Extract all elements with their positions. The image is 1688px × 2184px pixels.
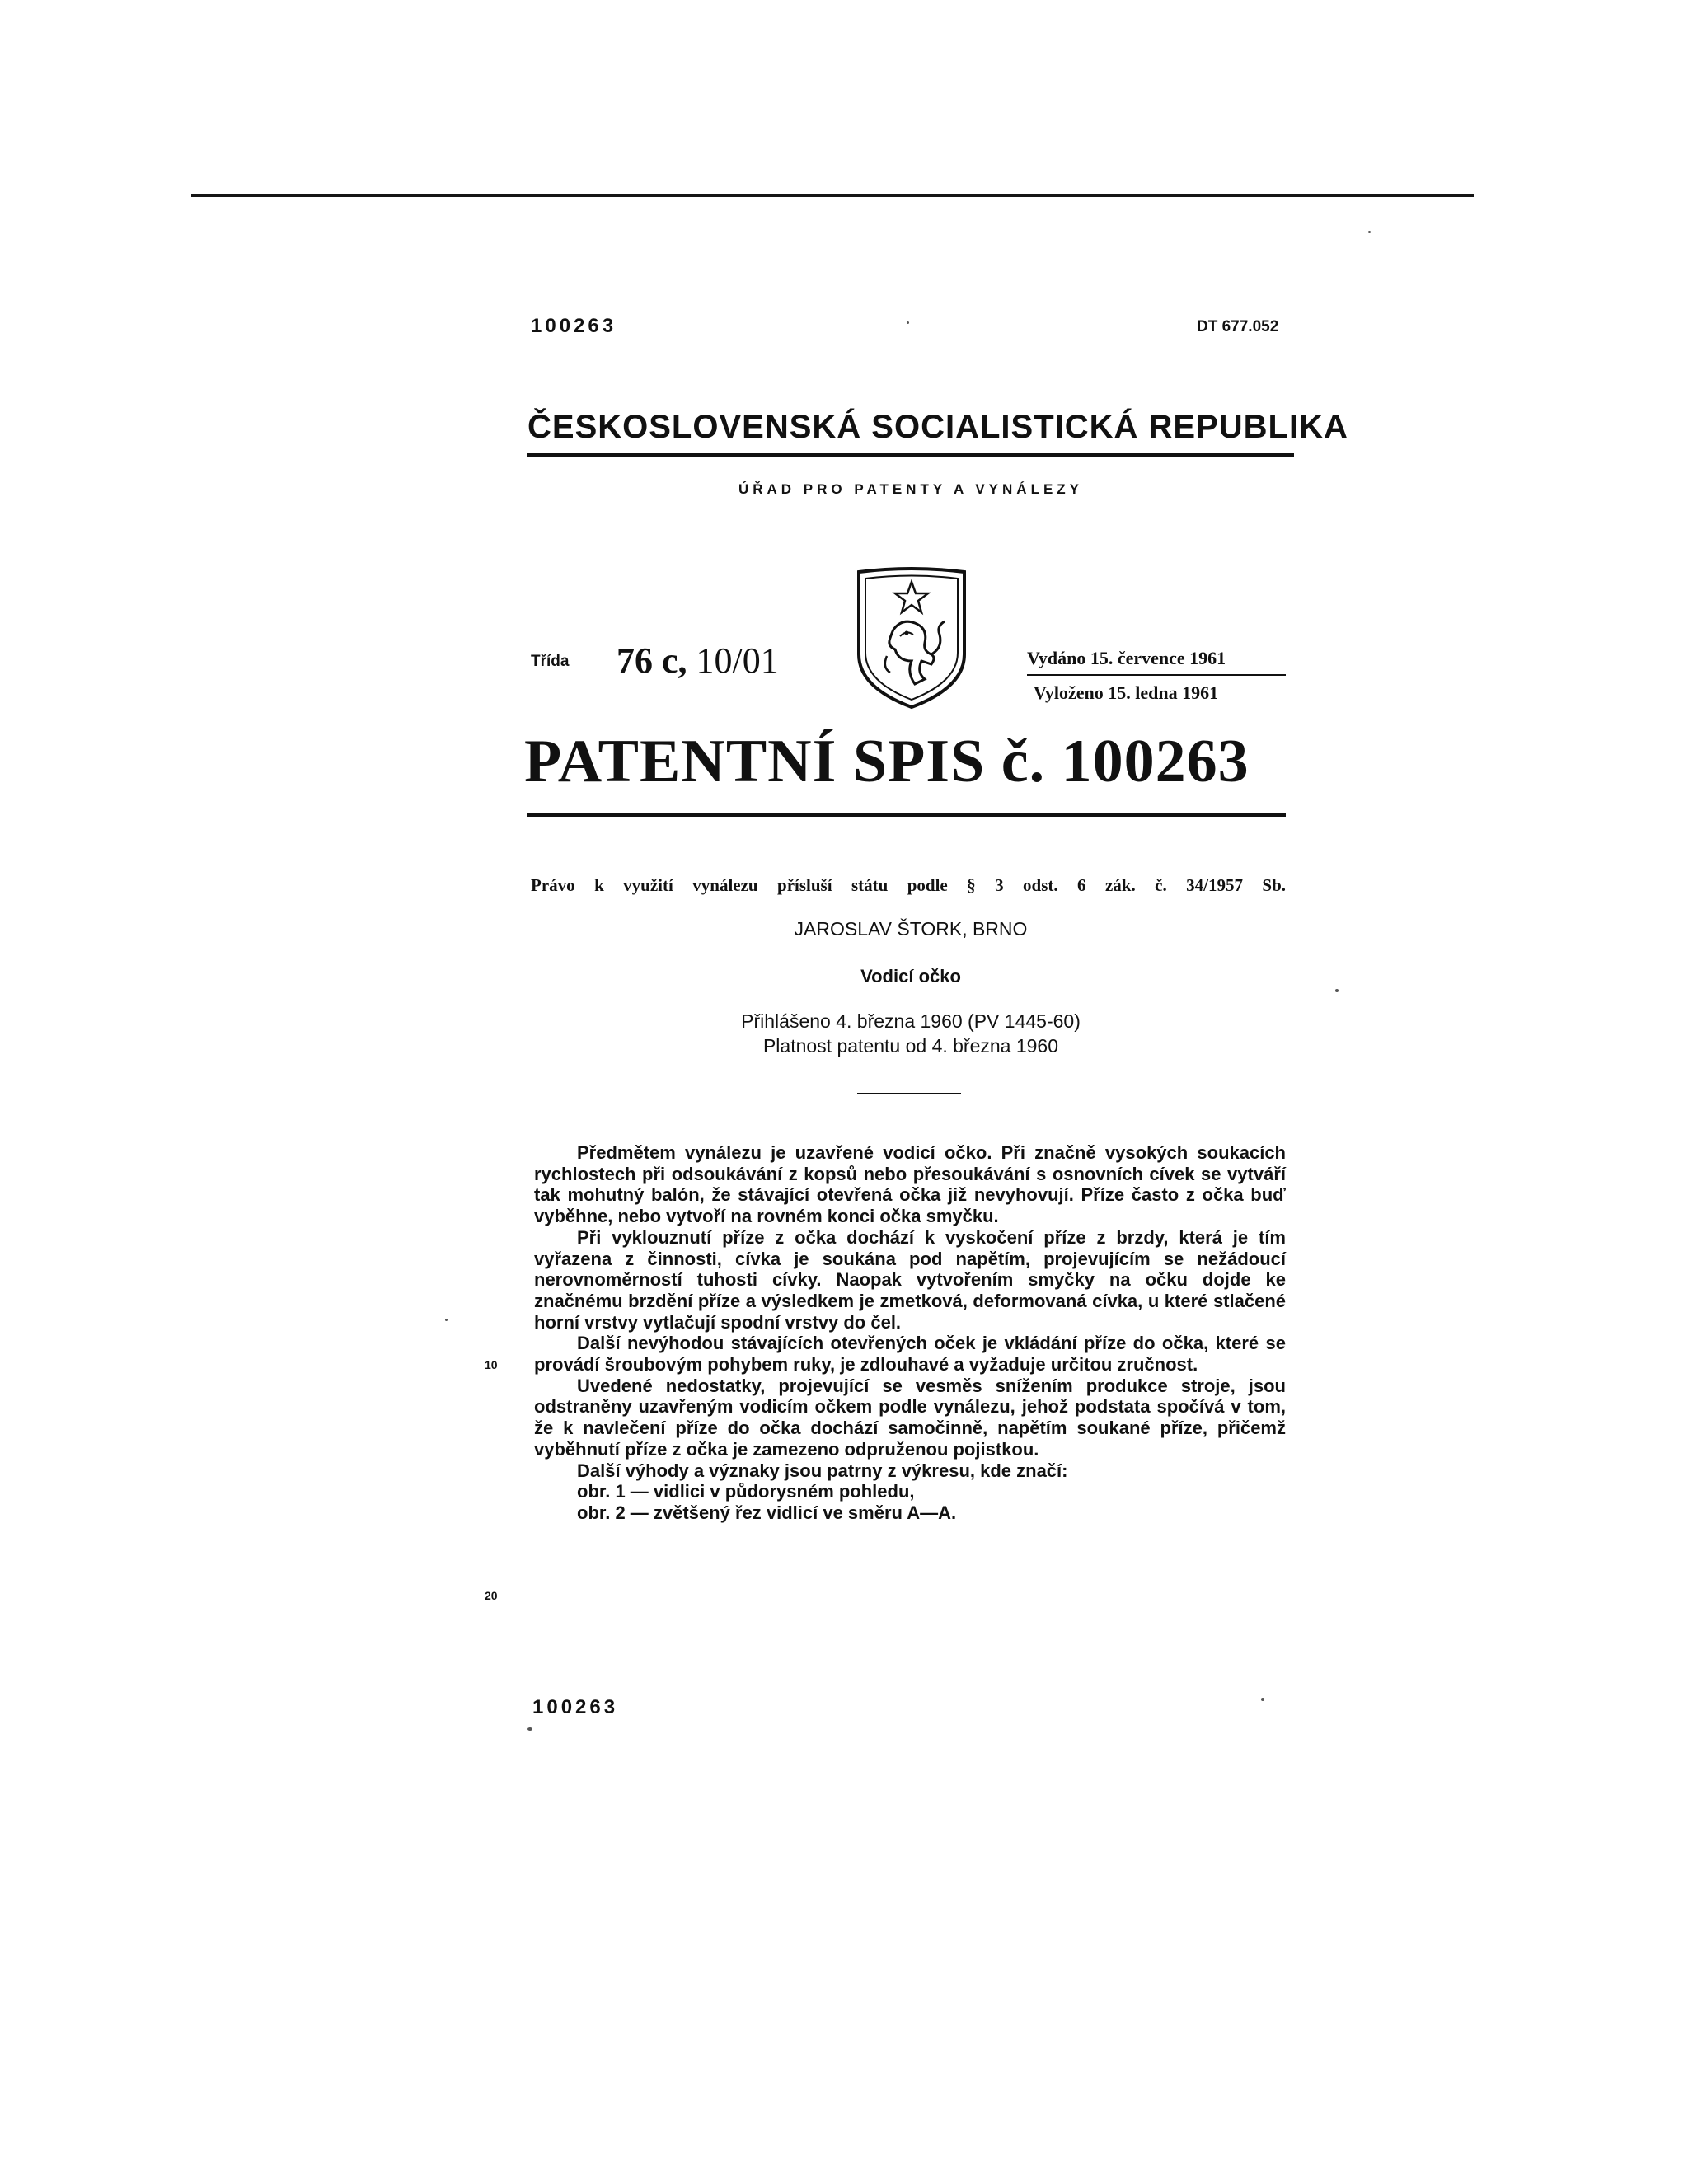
- title-rule: [528, 813, 1286, 817]
- validity-date: Platnost patentu od 4. března 1960: [762, 1035, 1059, 1057]
- class-value-sub: 10/01: [687, 640, 779, 681]
- class-value-main: 76 c,: [617, 640, 687, 681]
- line-number: 10: [485, 1358, 498, 1371]
- section-divider: [857, 1093, 961, 1094]
- line-number: 20: [485, 1589, 498, 1602]
- top-rule: [191, 194, 1474, 197]
- doc-number-bottom: 100263: [532, 1696, 619, 1718]
- scan-speck: [907, 321, 909, 324]
- class-label: Třída: [531, 653, 570, 670]
- scan-speck: [1261, 1698, 1264, 1701]
- figure-caption: obr. 1 — vidlici v půdorysném pohledu,: [577, 1481, 915, 1502]
- scan-speck: [1368, 231, 1371, 233]
- description-body: [534, 1142, 1286, 1524]
- classification-code: DT 677.052: [1197, 318, 1279, 335]
- paragraph: Další nevýhodou stávajících otevřených oček je vkládání příze do očka, které se provádí šroubovým pohybem ruky, je zdlouhavé a vyžaduje určitou zručnost.: [534, 1333, 1286, 1376]
- invention-title: Vodicí očko: [860, 966, 961, 987]
- paragraph: Další výhody a význaky jsou patrny z výkresu, kde značí:: [577, 1460, 1068, 1481]
- paragraph: Při vyklouznutí příze z očka dochází k vyskočení příze z brzdy, která je tím vyřazena z činnosti, cívka je soukána pod napětím, projevujícím se nežádoucí nerovnoměrností tuhosti cívky. Naopak vytvořením smyčky na očku dojde ke značnému brzdění příze a výsledkem je zmetková, deformovaná cívka, u které stlačené horní vrstvy vytlačují spodní vrstvy do čel.: [534, 1226, 1286, 1333]
- doc-number-top: 100263: [531, 315, 617, 337]
- paragraph: Uvedené nedostatky, projevující se vesměs snížením produkce stroje, jsou odstraněny uzavřeným vodicím očkem podle vynálezu, jehož podstata spočívá v tom, že k navlečení příze do očka dochází samočinně, napětím soukané příze, přičemž vyběhnutí příze z očka je zamezeno odpruženou pojistkou.: [534, 1375, 1286, 1460]
- scan-speck: [1335, 989, 1339, 992]
- state-emblem-icon: [854, 564, 969, 712]
- rights-note: Právo k využití vynálezu přísluší státu podle § 3 odst. 6 zák. č. 34/1957 Sb.: [531, 875, 1286, 895]
- laid-open-date: Vyloženo 15. ledna 1961: [1034, 682, 1219, 703]
- issued-date: Vydáno 15. července 1961: [1027, 648, 1226, 668]
- state-name: ČESKOSLOVENSKÁ SOCIALISTICKÁ REPUBLIKA: [528, 409, 1348, 445]
- scan-speck: [445, 1319, 448, 1321]
- class-value: [617, 640, 779, 682]
- office-name: ÚŘAD PRO PATENTY A VYNÁLEZY: [738, 481, 1084, 497]
- filing-date: Přihlášeno 4. března 1960 (PV 1445-60): [741, 1010, 1081, 1032]
- document-title: PATENTNÍ SPIS č. 100263: [524, 728, 1250, 795]
- date-rule: [1027, 674, 1286, 676]
- state-rule: [528, 453, 1294, 457]
- scan-speck: [528, 1727, 532, 1731]
- paragraph: Předmětem vynálezu je uzavřené vodicí očko. Při značně vysokých soukacích rychlostech při odsoukávání z kopsů nebo přesoukávání s osnovních cívek se vytváří tak mohutný balón, že stávající otevřená očka již nevyhovují. Příze často z očka buď vyběhne, nebo vytvoří na rovném konci očka smyčku.: [534, 1142, 1286, 1227]
- inventor: JAROSLAV ŠTORK, BRNO: [794, 918, 1028, 940]
- figure-caption: obr. 2 — zvětšený řez vidlicí ve směru A—A.: [577, 1502, 957, 1523]
